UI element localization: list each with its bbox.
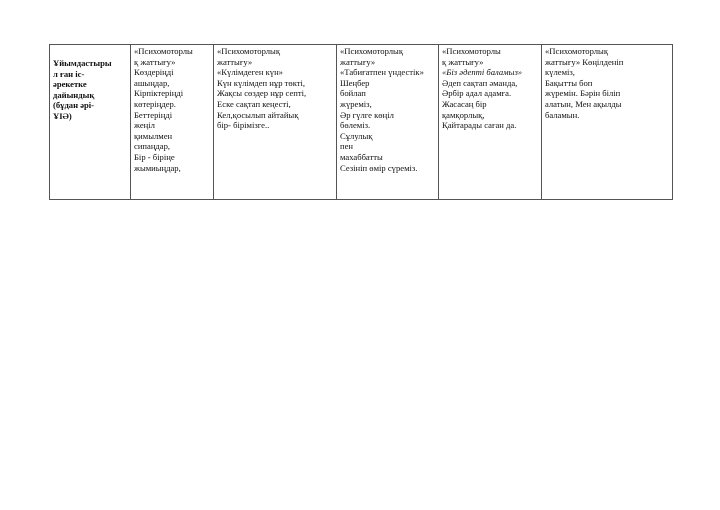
cell-text-line: пен (340, 141, 354, 152)
cell-text-line: қ жаттығу» (134, 56, 176, 67)
cell-text-line: Әрбір адал адамға. (442, 88, 512, 99)
cell-text-line: Беттеріңді (134, 109, 173, 120)
activity-table (49, 44, 673, 200)
cell-text-line: Сұлулық (340, 130, 373, 141)
cell-text-line: Күн күлімдеп нұр төкті, (217, 77, 306, 88)
cell-text-line: Шеңбер (340, 77, 370, 88)
cell-text-line: күлеміз, (545, 67, 575, 78)
exercise-cell (131, 45, 214, 200)
cell-text-line: Көздеріңді (134, 67, 174, 78)
cell-text-line: «Психомоторлы (134, 46, 193, 56)
cell-text-line: «Күлімдеген күн» (217, 67, 283, 78)
cell-text-line: жаттығу» (340, 56, 376, 67)
cell-text-line: жымиыңдар, (134, 162, 181, 173)
cell-text-line: жүремін. Бәрін біліп (545, 88, 621, 99)
cell-text-line: Еске сақтап кеңесті, (217, 98, 291, 109)
cell-text-line: Бір - біріңе (134, 151, 175, 162)
cell-text-line: «Біз әдепті баламыз» (442, 67, 523, 78)
cell-text-line: «Психомоторлық (545, 46, 609, 56)
row-header-line: Ұйымдастыры (53, 58, 112, 68)
cell-text-line: Жасасаң бір (442, 98, 487, 109)
cell-text-line: «Психомоторлық (217, 46, 281, 56)
cell-text-line: жаттығу» (217, 56, 253, 67)
cell-text-line: алатын, Мен ақылды (545, 98, 622, 109)
cell-text-line: Кірпіктеріңді (134, 88, 184, 99)
cell-text-line: бір- бірімізге.. (217, 120, 270, 131)
row-header-cell (50, 45, 131, 200)
exercise-cell (214, 45, 337, 200)
exercise-cell (439, 45, 542, 200)
cell-text-line: Әр гүлге көңіл (340, 109, 394, 120)
row-header-line: дайындық (53, 89, 95, 100)
cell-text-line: Кел,қосылып айтайық (217, 109, 299, 120)
exercise-cell (337, 45, 439, 200)
cell-text-line: қимылмен (134, 130, 173, 141)
cell-text-line: сипаңдар, (134, 141, 171, 152)
row-header-line: әрекетке (53, 79, 87, 90)
cell-text-line: «Психомоторлы (442, 46, 501, 56)
row-header-line: л ған іс- (53, 68, 85, 79)
cell-text-line: «Табиғатпен үндестік» (340, 67, 424, 78)
exercise-cell (542, 45, 673, 200)
cell-text-line: бөлеміз. (340, 120, 371, 131)
cell-text-line: махаббатты (340, 151, 383, 162)
cell-text-line: Бақытты боп (545, 77, 593, 88)
cell-text-line: Жақсы сөздер нұр септі, (217, 88, 307, 99)
row-header-line: ҰІӘ) (53, 110, 72, 121)
cell-text-line: «Психомоторлық (340, 46, 404, 56)
cell-text-line: көтеріңдер. (134, 98, 176, 109)
cell-text-line: бойлап (340, 88, 366, 99)
cell-text-line: жаттығу» Көңілденіп (545, 56, 624, 67)
cell-text-line: Сезініп өмір сүреміз. (340, 162, 418, 173)
cell-text-line: қ жаттығу» (442, 56, 484, 67)
row-header-line: (бұдан әрі- (53, 100, 95, 111)
cell-text-line: Әдеп сақтап әманда, (442, 77, 518, 88)
table-row (50, 45, 673, 200)
cell-text-line: ашыңдар, (134, 77, 170, 88)
cell-text-line: баламын. (545, 109, 580, 120)
cell-text-line: жеңіл (134, 120, 155, 131)
cell-text-line: қамқорлық, (442, 109, 485, 120)
cell-text-line: Қайтарады саған да. (442, 120, 517, 131)
cell-text-line: жүреміз, (340, 98, 372, 109)
